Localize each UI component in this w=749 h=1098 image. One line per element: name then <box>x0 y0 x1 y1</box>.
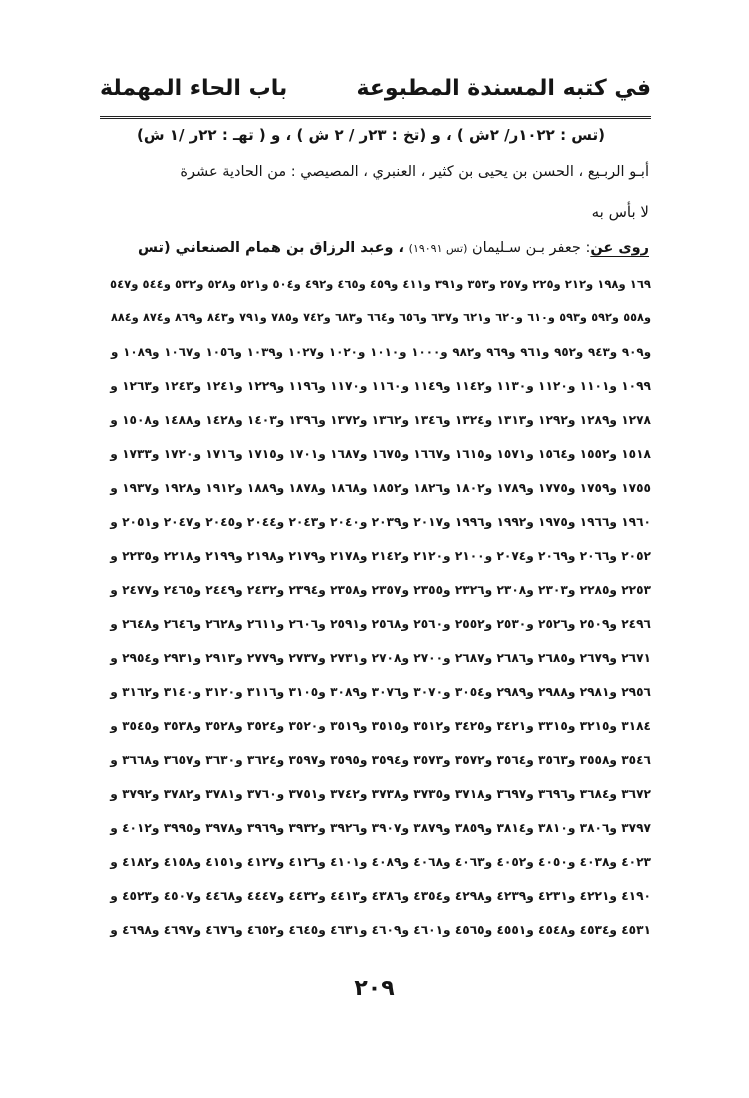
narrated-from-text-2: ، وعبد الرزاق بن همام الصنعاني (تس <box>138 240 405 256</box>
header-book-title: في كتبه المسندة المطبوعة <box>356 76 651 101</box>
page-number: ٢٠٩ <box>354 976 395 1001</box>
number-line: ٣٦٧٢ و٣٦٨٤ و٣٦٩٦ و٣٦٩٧ و٣٧١٨ و٣٧٣٥ و٣٧٣٨ و٣٧٤٢ و٣٧٥١ و٣٧٦٠ و٣٧٨١ و٣٧٨٢ و٣٧٩٢ و <box>110 787 651 801</box>
number-line: ١٩٦٠ و١٩٦٦ و١٩٧٥ و١٩٩٢ و١٩٩٦ و٢٠١٧ و٢٠٣٩ و٢٠٤٠ و٢٠٤٣ و٢٠٤٤ و٢٠٤٥ و٢٠٤٧ و٢٠٥١ و <box>110 515 651 529</box>
entry-grade: لا بأس به <box>591 203 649 221</box>
number-line: ١٢٧٨ و١٢٨٩ و١٢٩٢ و١٣١٣ و١٣٢٤ و١٣٤٦ و١٣٦٢ و١٣٧٢ و١٣٩٦ و١٤٠٣ و١٤٢٨ و١٤٨٨ و١٥٠٨ و <box>110 413 651 427</box>
narrated-from-label: روى عن <box>590 240 649 256</box>
number-line: ٣٧٩٧ و٣٨٠٦ و٣٨١٠ و٣٨١٤ و٣٨٥٩ و٣٨٧٩ و٣٩٠٧ و٣٩٢٦ و٣٩٣٢ و٣٩٦٩ و٣٩٧٨ و٣٩٩٥ و٤٠١٢ و <box>110 821 651 835</box>
number-line: و٥٥٨ و٥٩٢ و٥٩٣ و٦١٠ و٦٢٠ و٦٢١ و٦٣٧ و٦٥٦ و٦٦٤ و٦٨٣ و٧٤٢ و٧٨٥ و٧٩١ و٨٤٣ و٨٦٩ و٨٧٤ و٨٨٤ <box>111 311 651 324</box>
number-line: ٤٥٣١ و٤٥٣٤ و٤٥٤٨ و٤٥٥١ و٤٥٦٥ و٤٦٠١ و٤٦٠٩ و٤٦٣١ و٤٦٤٥ و٤٦٥٢ و٤٦٧٦ و٤٦٩٧ و٤٦٩٨ و <box>110 923 651 937</box>
header-chapter-title: باب الحاء المهملة <box>100 76 288 101</box>
number-line: ١٠٩٩ و١١٠١ و١١٢٠ و١١٣٠ و١١٤٢ و١١٤٩ و١١٦٠ و١١٧٠ و١١٩٦ و١٢٢٩ و١٢٤١ و١٢٤٣ و١٢٦٣ و <box>110 379 651 393</box>
number-line: و٩٠٩ و٩٤٣ و٩٥٢ و٩٦١ و٩٦٩ و٩٨٢ و١٠٠٠ و١٠١٠ و١٠٢٠ و١٠٢٧ و١٠٣٩ و١٠٥٦ و١٠٦٧ و١٠٨٩ و <box>111 345 652 359</box>
number-line: ٣١٨٤ و٣٢١٥ و٣٣١٥ و٣٤٢١ و٣٤٢٥ و٣٥١٢ و٣٥١٥ و٣٥١٩ و٣٥٢٠ و٣٥٢٤ و٣٥٢٨ و٣٥٣٨ و٣٥٤٥ و <box>110 719 651 733</box>
narrated-from-line <box>89 240 649 256</box>
number-line: ٤٠٢٣ و٤٠٣٨ و٤٠٥٠ و٤٠٥٢ و٤٠٦٣ و٤٠٦٨ و٤٠٨٩ و٤١٠١ و٤١٢٦ و٤١٢٧ و٤١٥١ و٤١٥٨ و٤١٨٢ و <box>110 855 651 869</box>
number-line: ٢٩٥٦ و٢٩٨١ و٢٩٨٨ و٢٩٨٩ و٣٠٥٤ و٣٠٧٠ و٣٠٧٦ و٣٠٨٩ و٣١٠٥ و٣١١٦ و٣١٢٠ و٣١٤٠ و٣١٦٢ و <box>110 685 651 699</box>
number-line: ١٦٩ و١٩٨ و٢١٢ و٢٢٥ و٢٥٧ و٣٥٣ و٣٩١ و٤١١ و٤٥٩ و٤٦٥ و٤٩٢ و٥٠٤ و٥٢١ و٥٢٨ و٥٣٢ و٥٤٤ و٥٤٧ <box>110 277 651 291</box>
narrated-from-reference: (تس ١٩٠٩١) <box>408 242 468 255</box>
entry-name-line: أبـو الربـيع ، الحسن بن يحيى بن كثير ، العنبري ، المصيصي : من الحادية عشرة <box>180 164 649 180</box>
number-line: ٢٦٧١ و٢٦٧٩ و٢٦٨٥ و٢٦٨٦ و٢٦٨٧ و٢٧٠٠ و٢٧٠٨ و٢٧٣١ و٢٧٣٧ و٢٧٧٩ و٢٩١٣ و٢٩٣١ و٢٩٥٤ و <box>110 651 651 665</box>
header-divider <box>100 116 651 123</box>
number-line: ٢٠٥٢ و٢٠٦٦ و٢٠٦٩ و٢٠٧٤ و٢١٠٠ و٢١٢٠ و٢١٤٢ و٢١٧٨ و٢١٧٩ و٢١٩٨ و٢١٩٩ و٢٢١٨ و٢٢٣٥ و <box>110 549 651 563</box>
narrated-from-text-1: : جعفر بـن سـليمان <box>471 240 591 256</box>
number-line: ٢٤٩٦ و٢٥٠٩ و٢٥٢٦ و٢٥٣٠ و٢٥٥٢ و٢٥٦٠ و٢٥٦٨ و٢٥٩١ و٢٦٠٦ و٢٦١١ و٢٦٢٨ و٢٦٤٦ و٢٦٤٨ و <box>110 617 651 631</box>
entry-references-line: (تس : ١٠٢٢ر/ ٢ش ) ، و (تخ : ٢٣ر / ٢ ش ) ، و ( تهـ : ٢٢ر /١ ش) <box>137 126 605 144</box>
number-line: ١٥١٨ و١٥٥٢ و١٥٦٤ و١٥٧١ و١٦١٥ و١٦٦٧ و١٦٧٥ و١٦٨٧ و١٧٠١ و١٧١٥ و١٧١٦ و١٧٢٠ و١٧٣٣ و <box>110 447 651 461</box>
number-line: ٣٥٤٦ و٣٥٥٨ و٣٥٦٣ و٣٥٦٤ و٣٥٧٢ و٣٥٧٣ و٣٥٩٤ و٣٥٩٥ و٣٥٩٧ و٣٦٢٤ و٣٦٣٠ و٣٦٥٧ و٣٦٦٨ و <box>110 753 651 767</box>
number-line: ٤١٩٠ و٤٢٢١ و٤٢٣١ و٤٢٣٩ و٤٢٩٨ و٤٣٥٤ و٤٣٨٦ و٤٤١٣ و٤٤٣٢ و٤٤٤٧ و٤٤٦٨ و٤٥٠٧ و٤٥٢٣ و <box>110 889 651 903</box>
number-line: ٢٢٥٣ و٢٢٨٥ و٢٣٠٣ و٢٣٠٨ و٢٣٢٦ و٢٣٥٥ و٢٣٥٧ و٢٣٥٨ و٢٣٩٤ و٢٤٣٢ و٢٤٤٩ و٢٤٦٥ و٢٤٧٧ و <box>110 583 651 597</box>
number-line: ١٧٥٥ و١٧٥٩ و١٧٧٥ و١٧٨٩ و١٨٠٢ و١٨٢٦ و١٨٥٢ و١٨٦٨ و١٨٧٨ و١٨٨٩ و١٩١٢ و١٩٢٨ و١٩٣٧ و <box>110 481 651 495</box>
running-header <box>100 74 651 114</box>
